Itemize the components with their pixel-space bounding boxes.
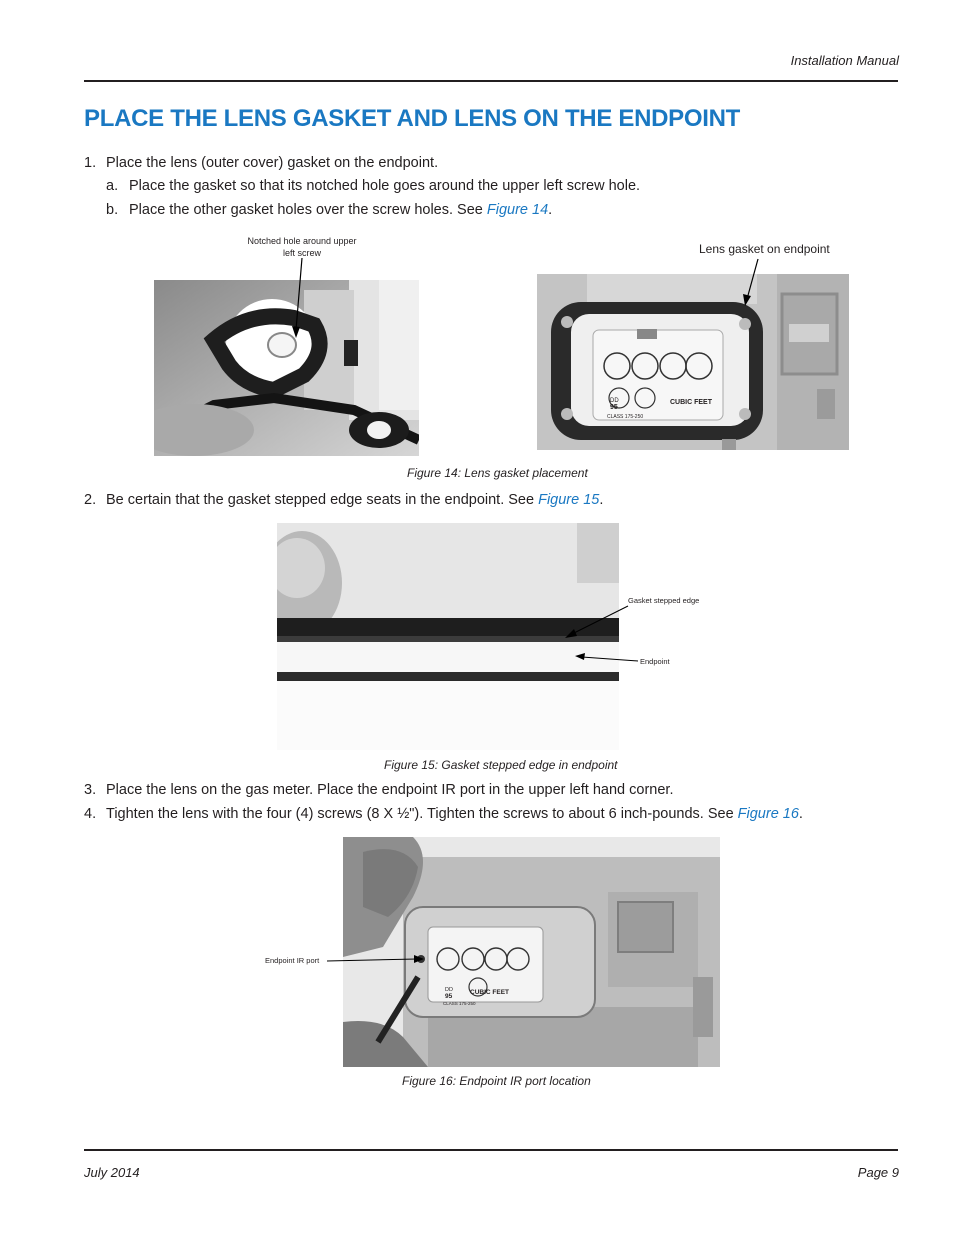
page-title: PLACE THE LENS GASKET AND LENS ON THE ENDPOINT	[84, 105, 741, 132]
callout-lens-gasket: Lens gasket on endpoint	[699, 242, 830, 256]
callout-arrow-gasket	[730, 255, 770, 310]
figure-14-link[interactable]: Figure 14	[486, 202, 549, 218]
meter-dd: DD	[610, 398, 619, 404]
meter-class: CLASS 175-250	[607, 414, 644, 420]
step-number: 2.	[84, 492, 97, 508]
page-number: Page 9	[857, 1165, 899, 1180]
callout-endpoint: Endpoint	[640, 657, 670, 666]
step-number: 1.	[84, 155, 97, 171]
step-number: 3.	[84, 782, 97, 798]
step-1b	[106, 202, 552, 218]
figure-15-caption: Figure 15: Gasket stepped edge in endpoint	[384, 758, 618, 772]
callout-arrow-ir-port	[325, 950, 435, 970]
figure-16-caption: Figure 16: Endpoint IR port location	[402, 1074, 591, 1088]
figure-14-caption: Figure 14: Lens gasket placement	[407, 466, 588, 480]
meter-cubic-feet: CUBIC FEET	[470, 989, 509, 996]
step-letter: a.	[106, 178, 119, 194]
meter-number: 95	[445, 993, 453, 1000]
step-1	[84, 155, 438, 171]
manual-title: Installation Manual	[790, 53, 899, 68]
step-text: Place the lens (outer cover) gasket on the endpoint.	[106, 155, 439, 171]
step-text: Be certain that the gasket stepped edge seats in the endpoint. See	[106, 492, 539, 508]
step-tail: .	[599, 492, 604, 508]
step-text: Place the other gasket holes over the screw holes. See	[129, 202, 487, 218]
step-text: Place the lens on the gas meter. Place the endpoint IR port in the upper left hand corner.	[106, 782, 674, 798]
meter-cubic-feet: CUBIC FEET	[670, 399, 712, 406]
header-rule	[84, 80, 898, 82]
step-tail: .	[548, 202, 553, 218]
step-number: 4.	[84, 806, 97, 822]
footer-rule	[84, 1149, 898, 1151]
step-3	[84, 782, 673, 798]
figure-15-link[interactable]: Figure 15	[538, 492, 600, 508]
meter-number: 95	[610, 404, 618, 411]
step-2	[84, 492, 603, 508]
step-1a	[106, 178, 640, 194]
footer-date: July 2014	[84, 1165, 140, 1180]
meter-dd: DD	[445, 987, 453, 993]
step-letter: b.	[106, 202, 119, 218]
step-4	[84, 806, 803, 822]
figure-16-link[interactable]: Figure 16	[737, 806, 799, 822]
callout-arrow-notched	[154, 230, 454, 360]
callout-endpoint-ir-port: Endpoint IR port	[265, 956, 320, 965]
step-text: Place the gasket so that its notched hole goes around the upper left screw hole.	[129, 178, 641, 194]
callout-notched-hole: Notched hole around upper left screw	[247, 236, 357, 258]
step-text: Tighten the lens with the four (4) screws (8 X ½"). Tighten the screws to about 6 inch-pounds. See	[106, 806, 738, 822]
callout-gasket-stepped-edge: Gasket stepped edge	[628, 596, 700, 605]
callout-arrows-fig15	[560, 600, 640, 670]
meter-class: CLASS 175-250	[443, 1001, 476, 1006]
step-tail: .	[798, 806, 803, 822]
figure-14-right-photo	[537, 274, 849, 450]
